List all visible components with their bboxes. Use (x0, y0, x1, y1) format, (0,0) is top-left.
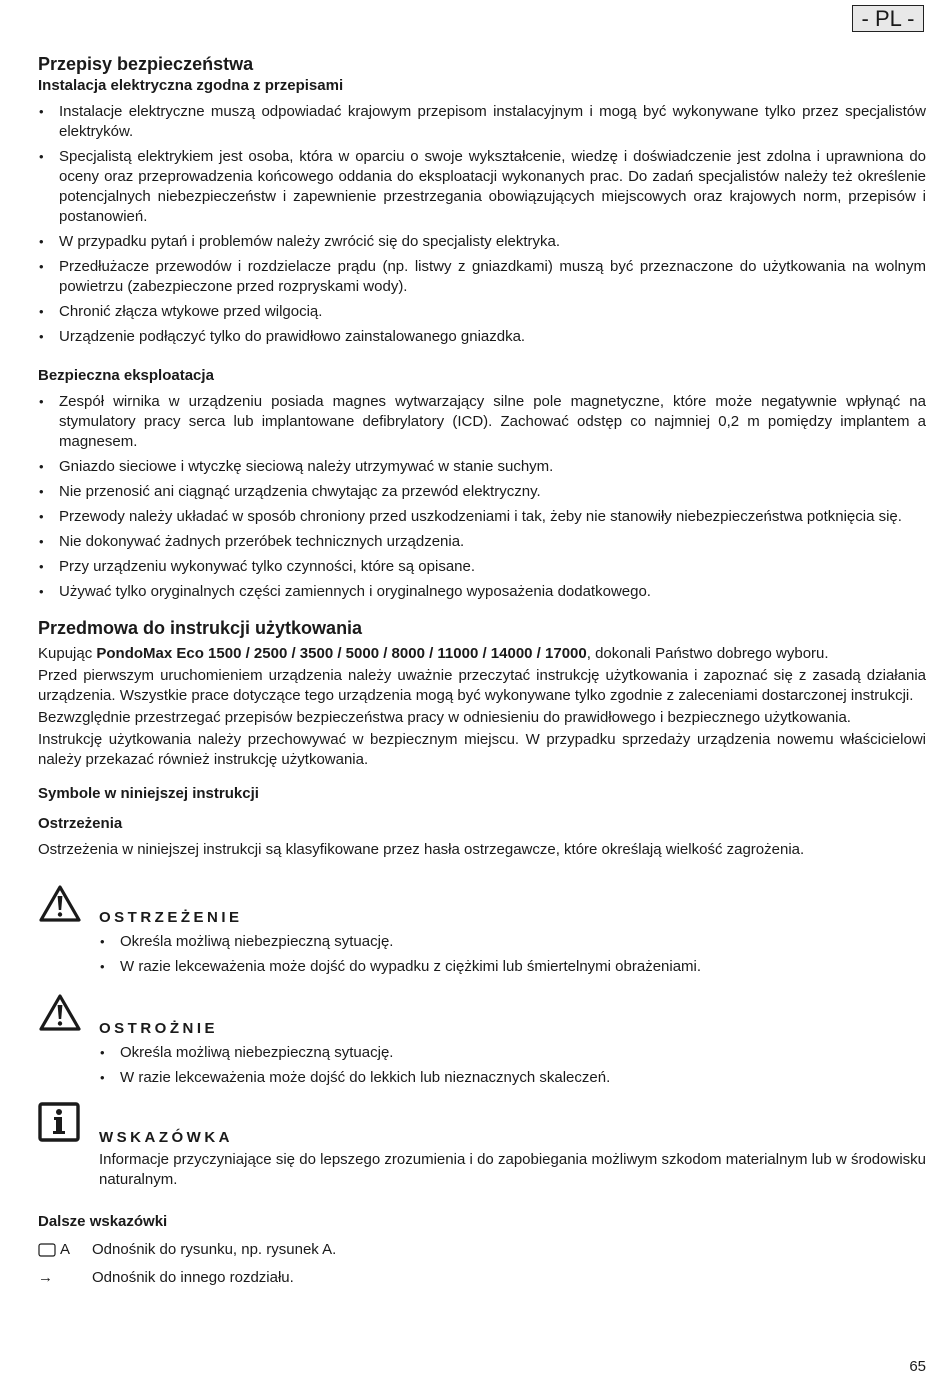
chapter-reference-row (38, 1268, 926, 1288)
electrical-list (38, 102, 926, 347)
list-item: • Określa możliwą niebezpieczną sytuację. (99, 1043, 926, 1063)
figure-reference-row (38, 1240, 926, 1260)
list-item: • W razie lekceważenia może dojść do wypadku z ciężkimi lub śmiertelnymi obrażeniami. (99, 957, 926, 977)
subsection-title-operation: Bezpieczna eksploatacja (38, 367, 214, 384)
caution-list (99, 1043, 926, 1088)
caution-title: OSTROŻNIE (99, 1020, 219, 1037)
list-item: • Określa możliwą niebezpieczną sytuację. (99, 932, 926, 952)
warnings-intro: Ostrzeżenia w niniejszej instrukcji są klasyfikowane przez hasła ostrzegawcze, które określają wielkość zagrożenia. (38, 841, 805, 858)
warning-list (99, 932, 926, 977)
subsection-title-further: Dalsze wskazówki (38, 1213, 168, 1230)
list-item: • Przewody należy układać w sposób chroniony przed uszkodzeniami i tak, żeby nie stanowiły niebezpieczeństwa potknięcia się. (38, 507, 926, 527)
figure-frame-icon (38, 1243, 56, 1257)
figure-reference-symbol (38, 1240, 92, 1260)
list-item: • Nie dokonywać żadnych przeróbek technicznych urządzenia. (38, 532, 926, 552)
list-item: • Nie przenosić ani ciągnąć urządzenia chwytając za przewód elektryczny. (38, 482, 926, 502)
list-item: • Urządzenie podłączyć tylko do prawidłowo zainstalowanego gniazdka. (38, 327, 926, 347)
list-item: • W przypadku pytań i problemów należy zwrócić się do specjalisty elektryka. (38, 232, 926, 252)
purchase-paragraph (38, 644, 926, 664)
subsection-title-symbols: Symbole w niniejszej instrukcji (38, 785, 259, 802)
list-item: • W razie lekceważenia może dojść do lekkich lub nieznacznych skaleczeń. (99, 1068, 926, 1088)
list-item: • Specjalistą elektrykiem jest osoba, która w oparciu o swoje wykształcenie, wiedzę i doświadczenie jest zdolna i uprawniona do oceny oraz przeprowadzenia końcowego oddania do eksploatacji wykonanych prac. Do zadań specjalistów należy też określenie potencjalnych niebezpieczeństw i zapewnienie przestrzegania obowiązujących miejscowych oraz krajowych norm, przepisów i postanowień. (38, 147, 926, 227)
operation-list (38, 392, 926, 602)
list-item: • Gniazdo sieciowe i wtyczkę sieciową należy utrzymywać w stanie suchym. (38, 457, 926, 477)
purchase-suffix: , dokonali Państwo dobrego wyboru. (586, 645, 829, 662)
warning-triangle-icon (38, 993, 82, 1033)
chapter-reference-text: Odnośnik do innego rozdziału. (92, 1269, 294, 1286)
preface-paragraph: Bezwzględnie przestrzegać przepisów bezpieczeństwa pracy w odniesieniu do prawidłowego i bezpiecznego użytkowania. (38, 709, 851, 726)
purchase-prefix: Kupując (38, 645, 97, 662)
subsection-title-warnings: Ostrzeżenia (38, 815, 123, 832)
list-item: • Przy urządzeniu wykonywać tylko czynności, które są opisane. (38, 557, 926, 577)
hint-notice (38, 1106, 926, 1190)
product-models: PondoMax Eco 1500 / 2500 / 3500 / 5000 / 8000 / 11000 / 14000 / 17000 (96, 645, 587, 662)
warning-notice (38, 886, 926, 977)
section-title-safety: Przepisy bezpieczeństwa (38, 54, 254, 74)
language-badge: - PL - (852, 5, 924, 32)
page-number: 65 (909, 1358, 926, 1375)
arrow-right-icon: → (38, 1269, 53, 1286)
warning-triangle-icon (38, 884, 82, 924)
preface-paragraph: Przed pierwszym uruchomieniem urządzenia należy uważnie przeczytać instrukcję użytkowania i zapoznać się z zasadą działania urządzenia. Wszystkie prace dotyczące tego urządzenia mogą być wykonywane tylko zgodnie z zaleceniami dostarczonej instrukcji. (38, 667, 926, 704)
hint-title: WSKAZÓWKA (99, 1129, 233, 1146)
list-item: • Zespół wirnika w urządzeniu posiada magnes wytwarzający silne pole magnetyczne, które może negatywnie wpłynąć na stymulatory pracy serca lub implantowane defibrylatory (ICD). Zachować odstęp co najmniej 0,2 m pomiędzy implantem a magnesem. (38, 392, 926, 452)
figure-reference-letter: A (60, 1241, 71, 1258)
caution-notice (38, 995, 926, 1088)
hint-text: Informacje przyczyniające się do lepszego zrozumienia i do zapobiegania możliwym szkodom materialnym lub w środowisku naturalnym. (99, 1151, 926, 1188)
figure-reference-text: Odnośnik do rysunku, np. rysunek A. (92, 1241, 337, 1258)
info-icon (38, 1102, 82, 1142)
subsection-title-electrical: Instalacja elektryczna zgodna z przepisami (38, 77, 344, 94)
list-item: • Przedłużacze przewodów i rozdzielacze prądu (np. listwy z gniazdkami) muszą być przeznaczone do użytkowania na wolnym powietrzu (zabezpieczone przed rozpryskami wody). (38, 257, 926, 297)
page-content (38, 52, 926, 1296)
preface-paragraph: Instrukcję użytkowania należy przechowywać w bezpiecznym miejscu. W przypadku sprzedaży urządzenia nowemu właścicielowi należy przekazać również instrukcję użytkowania. (38, 731, 926, 768)
list-item: • Chronić złącza wtykowe przed wilgocią. (38, 302, 926, 322)
section-title-preface: Przedmowa do instrukcji użytkowania (38, 618, 363, 638)
list-item: • Instalacje elektryczne muszą odpowiadać krajowym przepisom instalacyjnym i mogą być wykonywane tylko przez specjalistów elektryków. (38, 102, 926, 142)
warning-title: OSTRZEŻENIE (99, 909, 243, 926)
list-item: • Używać tylko oryginalnych części zamiennych i oryginalnego wyposażenia dodatkowego. (38, 582, 926, 602)
